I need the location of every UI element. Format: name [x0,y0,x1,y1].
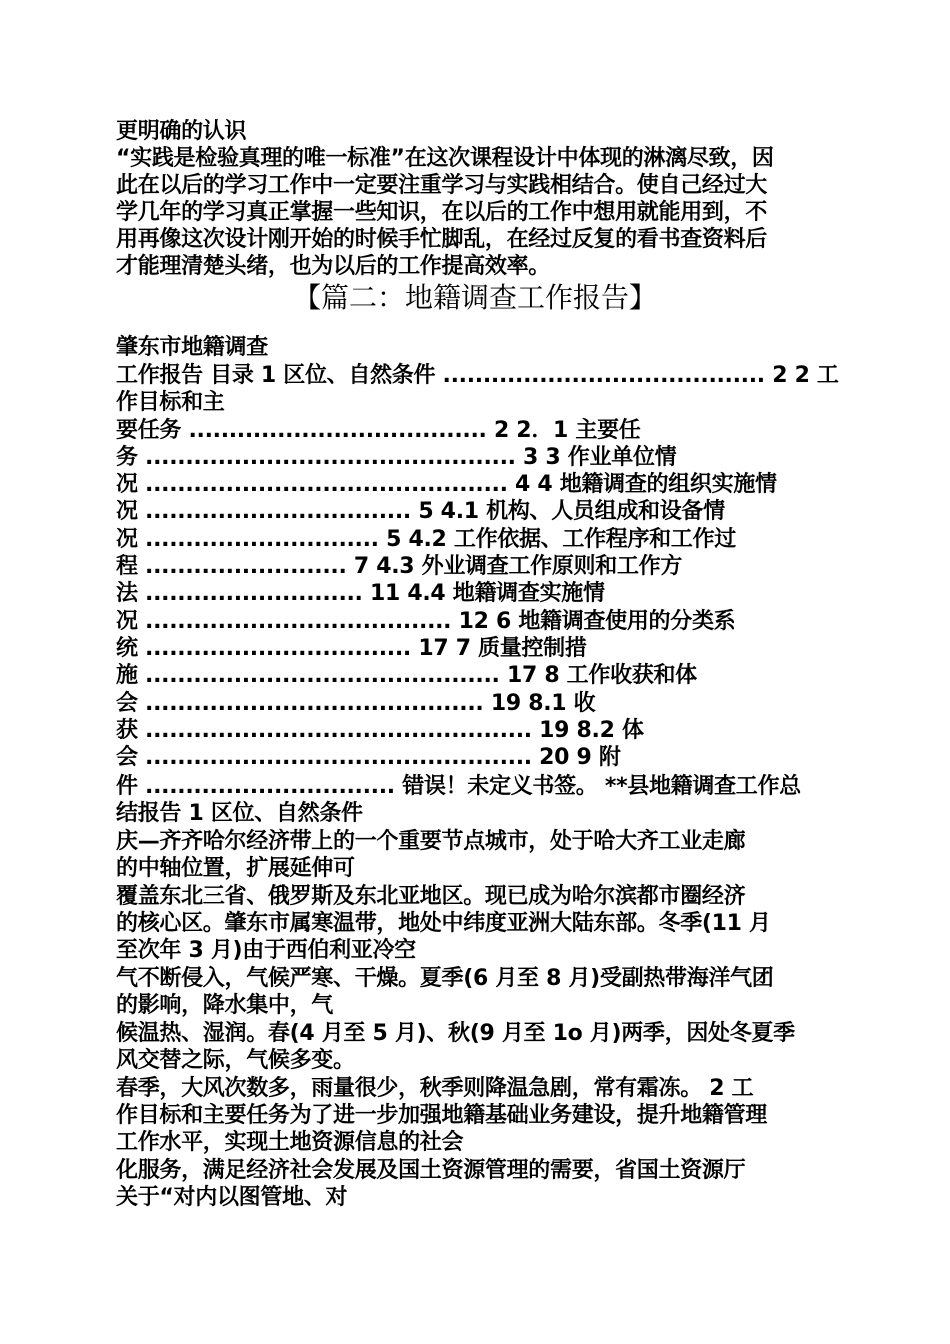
report-line: 关于“对内以图管地、对 [116,1185,348,1210]
report-line: 覆盖东北三省、俄罗斯及东北亚地区。现已成为哈尔滨都市圈经济 [116,884,746,909]
report-line: 况 ................................. 5 4.1 机构、人员组成和设备情 [116,499,725,524]
report-line: 肇东市地籍调查 [116,335,268,360]
report-line: 要任务 ..................................... 2 2．1 主要任 [116,418,641,443]
report-line: 统 ................................. 17 7 质量控制措 [116,636,587,661]
report-line: 作目标和主要任务为了进一步加强地籍基础业务建设，提升地籍管理 [116,1103,768,1128]
report-line: 作目标和主 [116,390,225,415]
report-line: 法 ........................... 11 4.4 地籍调查实施情 [116,581,605,606]
intro-line: 学几年的学习真正掌握一些知识，在以后的工作中想用就能用到，不 [116,200,768,225]
report-line: 工作水平，实现土地资源信息的社会 [116,1130,464,1155]
report-line: 会 ................................................ 20 9 附 [116,745,621,770]
report-line: 会 .......................................... 19 8.1 收 [116,691,596,716]
intro-line: 用再像这次设计刚开始的时候手忙脚乱，在经过反复的看书查资料后 [116,227,768,252]
report-line: 的中轴位置，扩展延伸可 [116,856,355,881]
intro-line: “实践是检验真理的唯一标准”在这次课程设计中体现的淋漓尽致，因 [116,146,774,171]
report-line: 施 ............................................ 17 8 工作收获和体 [116,663,697,688]
report-line: 务 .............................................. 3 3 作业单位情 [116,445,677,470]
report-line: 候温热、湿润。春(4 月至 5 月)、秋(9 月至 1o 月)两季，因处冬夏季 [116,1021,795,1046]
report-line: 况 ............................. 5 4.2 工作依据、工作程序和工作过 [116,527,736,552]
report-line: 的核心区。肇东市属寒温带，地处中纬度亚洲大陆东部。冬季(11 月 [116,911,771,936]
report-line: 春季，大风次数多，雨量很少，秋季则降温急剧，常有霜冻。 2 工 [116,1076,754,1101]
report-line: 化服务，满足经济社会发展及国土资源管理的需要，省国土资源厅 [116,1158,746,1183]
intro-line: 此在以后的学习工作中一定要注重学习与实践相结合。使自己经过大 [116,173,768,198]
report-line: 风交替之际，气候多变。 [116,1048,355,1073]
report-line: 结报告 1 区位、自然条件 [116,801,363,826]
report-line: 的影响，降水集中，气 [116,993,334,1018]
intro-line: 才能理清楚头绪，也为以后的工作提高效率。 [116,254,551,279]
report-line: 况 ...................................... 12 6 地籍调查使用的分类系 [116,609,736,634]
report-line: 工作报告 目录 1 区位、自然条件 ........................................ 2 2 工 [116,363,839,388]
report-line: 气不断侵入，气候严寒、干燥。夏季(6 月至 8 月)受副热带海洋气团 [116,966,774,991]
report-line: 获 ................................................ 19 8.2 体 [116,718,644,743]
report-line: 至次年 3 月)由于西伯利亚冷空 [116,938,416,963]
report-line: 庆—齐齐哈尔经济带上的一个重要节点城市，处于哈大齐工业走廊 [116,829,746,854]
intro-line: 更明确的认识 [116,119,247,144]
section-heading: 【篇二：地籍调查工作报告】 [292,281,657,314]
report-line: 况 ............................................. 4 4 地籍调查的组织实施情 [116,472,777,497]
report-line: 件 ............................... 错误！未定义书签。 **县地籍调查工作总 [116,774,801,799]
report-line: 程 ......................... 7 4.3 外业调查工作原则和工作方 [116,554,683,579]
